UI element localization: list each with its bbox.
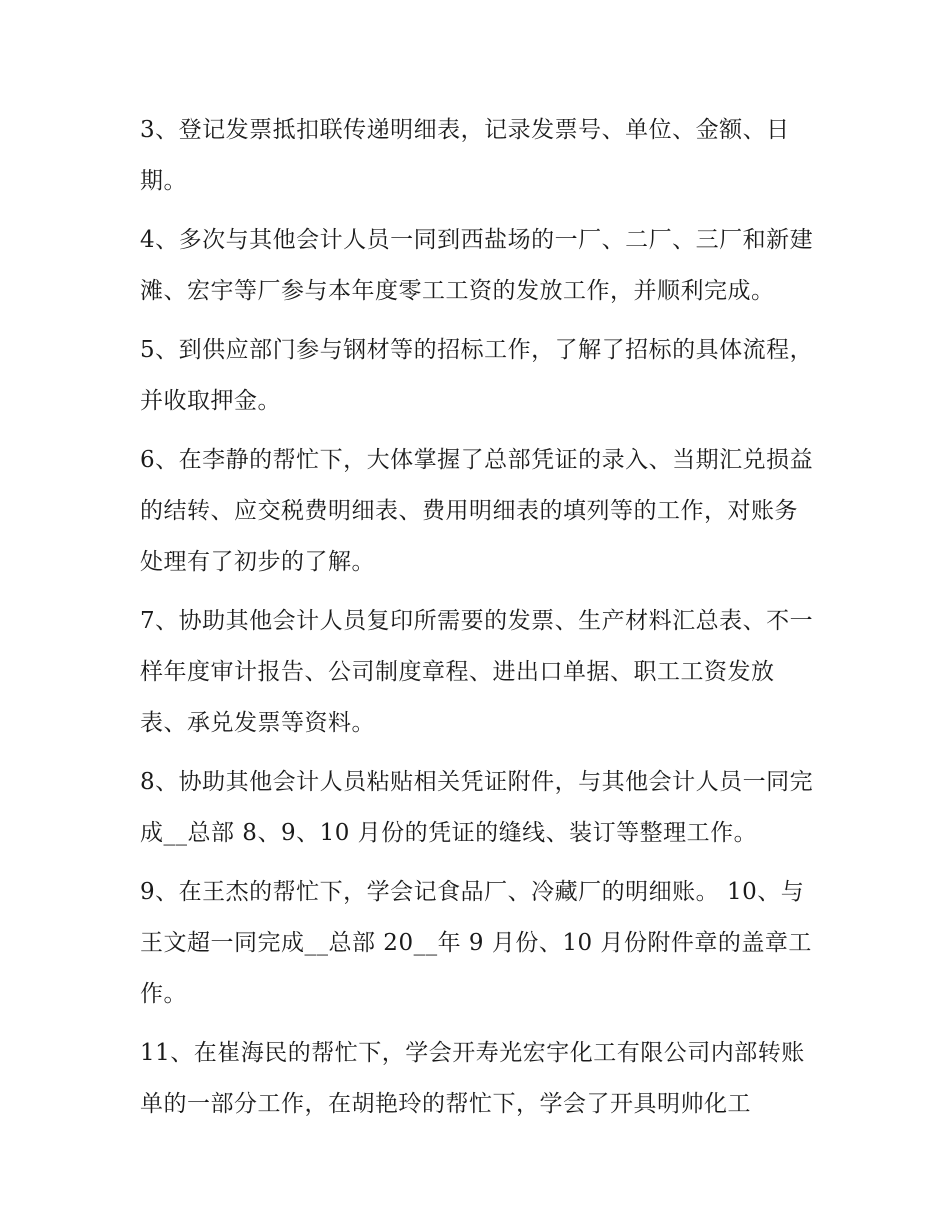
document-body	[140, 105, 820, 1138]
paragraph-item-8: 8、协助其他会计人员粘贴相关凭证附件，与其他会计人员一同完成__总部 8、9、10 月份的凭证的缝线、装订等整理工作。	[140, 769, 814, 846]
paragraph-item-4: 4、多次与其他会计人员一同到西盐场的一厂、二厂、三厂和新建滩、宏宇等厂参与本年度零工工资的发放工作，并顺利完成。	[140, 227, 814, 304]
paragraph-item-3: 3、登记发票抵扣联传递明细表，记录发票号、单位、金额、日期。	[140, 117, 790, 194]
paragraph-item-7: 7、协助其他会计人员复印所需要的发票、生产材料汇总表、不一样年度审计报告、公司制度章程、进出口单据、职工工资发放表、承兑发票等资料。	[140, 608, 814, 736]
paragraph-item-9: 9、在王杰的帮忙下，学会记食品厂、冷藏厂的明细账。 10、与王文超一同完成__总部 20__年 9 月份、10 月份附件章的盖章工作。	[140, 879, 812, 1007]
paragraph-item-6: 6、在李静的帮忙下，大体掌握了总部凭证的录入、当期汇兑损益的结转、应交税费明细表、费用明细表的填列等的工作，对账务处理有了初步的了解。	[140, 447, 814, 575]
paragraph-item-11: 11、在崔海民的帮忙下，学会开寿光宏宇化工有限公司内部转账单的一部分工作，在胡艳玲的帮忙下，学会了开具明帅化工	[140, 1040, 805, 1117]
paragraph-item-5: 5、到供应部门参与钢材等的招标工作，了解了招标的具体流程，并收取押金。	[140, 337, 814, 414]
